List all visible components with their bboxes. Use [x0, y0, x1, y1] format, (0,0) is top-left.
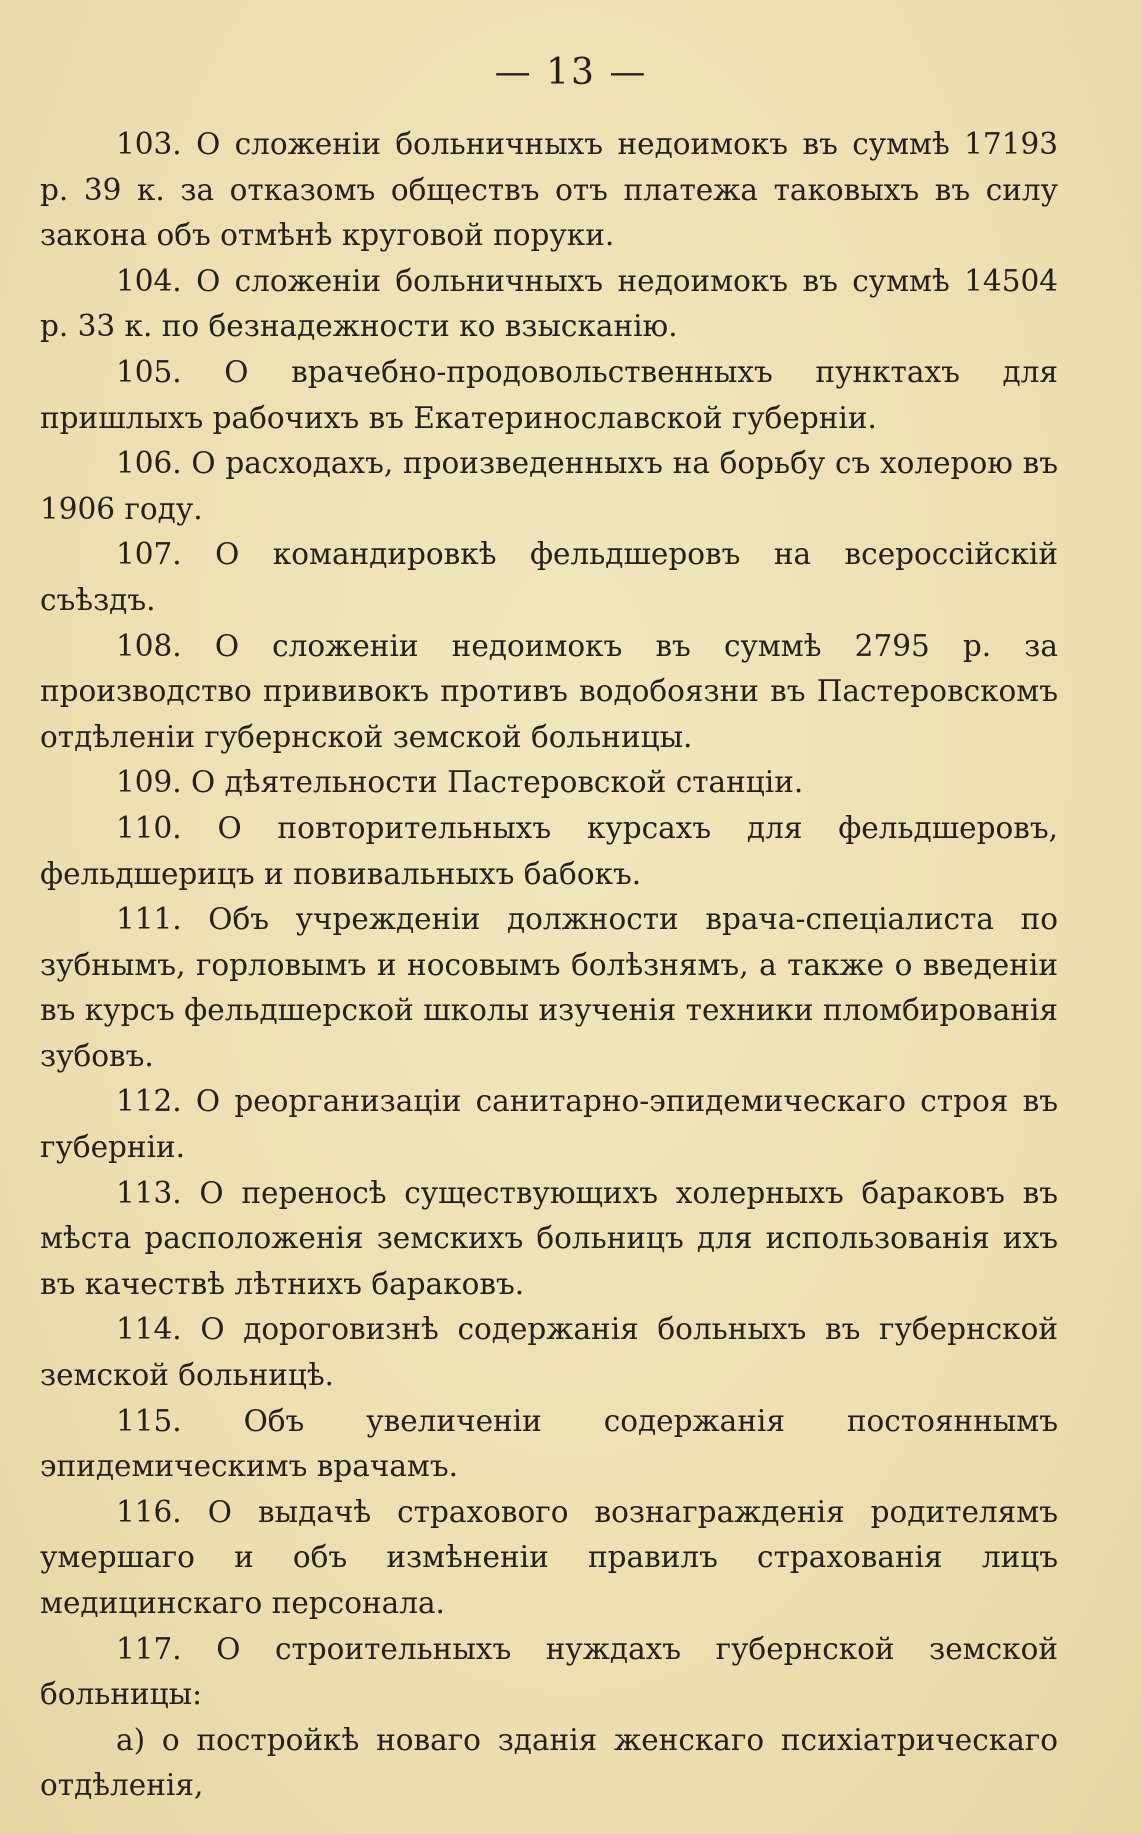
paragraph-107: 107. О командировкѣ фельдшеровъ на всероссійскій съѣздъ. [40, 537, 1058, 617]
paragraph-108: 108. О сложеніи недоимокъ въ суммѣ 2795 р. за производство прививокъ противъ водобоязни въ Пастеровскомъ отдѣленіи губернской земской больницы. [40, 628, 1058, 754]
paragraph-117: 117. О строительныхъ нуждахъ губернской земской больницы: [40, 1631, 1058, 1712]
paragraph-114: 114. О дороговизнѣ содержанія больныхъ въ губернской земской больницѣ. [40, 1312, 1058, 1393]
paragraph-112: 112. О реорганизаціи санитарно-эпидемическаго строя въ губерніи. [40, 1084, 1058, 1165]
paragraph-103: 103. О сложеніи больничныхъ недоимокъ въ суммѣ 17193 р. 39 к. за отказомъ обществъ отъ платежа таковыхъ въ силу закона объ отмѣнѣ круговой поруки. [40, 127, 1058, 253]
paragraph-117a: а) о постройкѣ новаго зданія женскаго психіатрическаго отдѣленія, [40, 1722, 1058, 1803]
paragraph-110: 110. О повторительныхъ курсахъ для фельдшеровъ, фельдшерицъ и повивальныхъ бабокъ. [40, 810, 1058, 891]
paragraph-113: 113. О переносѣ существующихъ холерныхъ бараковъ въ мѣста расположенія земскихъ больницъ для использованія ихъ въ качествѣ лѣтнихъ бараковъ. [40, 1175, 1058, 1301]
paragraph-116: 116. О выдачѣ страхового вознагражденія родителямъ умершаго и объ измѣненіи правилъ страхованія лицъ медицинскаго персонала. [40, 1494, 1058, 1620]
paragraph-109: 109. О дѣятельности Пастеровской станціи. [116, 765, 804, 800]
page-number: — 13 — [494, 52, 648, 93]
paragraph-115: 115. Объ увеличеніи содержанія постояннымъ эпидемическимъ врачамъ. [40, 1403, 1058, 1484]
paragraph-111: 111. Объ учрежденіи должности врача-спеціалиста по зубнымъ, горловымъ и носовымъ болѣзнямъ, а также о введеніи въ курсъ фельдшерской школы изученія техники пломбированія зубовъ. [40, 902, 1058, 1073]
document-body [40, 122, 1058, 1809]
paragraph-104: 104. О сложеніи больничныхъ недоимокъ въ суммѣ 14504 р. 33 к. по безнадежности ко взысканію. [40, 263, 1058, 344]
paragraph-105: 105. О врачебно-продовольственныхъ пунктахъ для пришлыхъ рабочихъ въ Екатеринославской губерніи. [40, 354, 1058, 435]
paragraph-106: 106. О расходахъ, произведенныхъ на борьбу съ холерою въ 1906 году. [40, 446, 1058, 526]
